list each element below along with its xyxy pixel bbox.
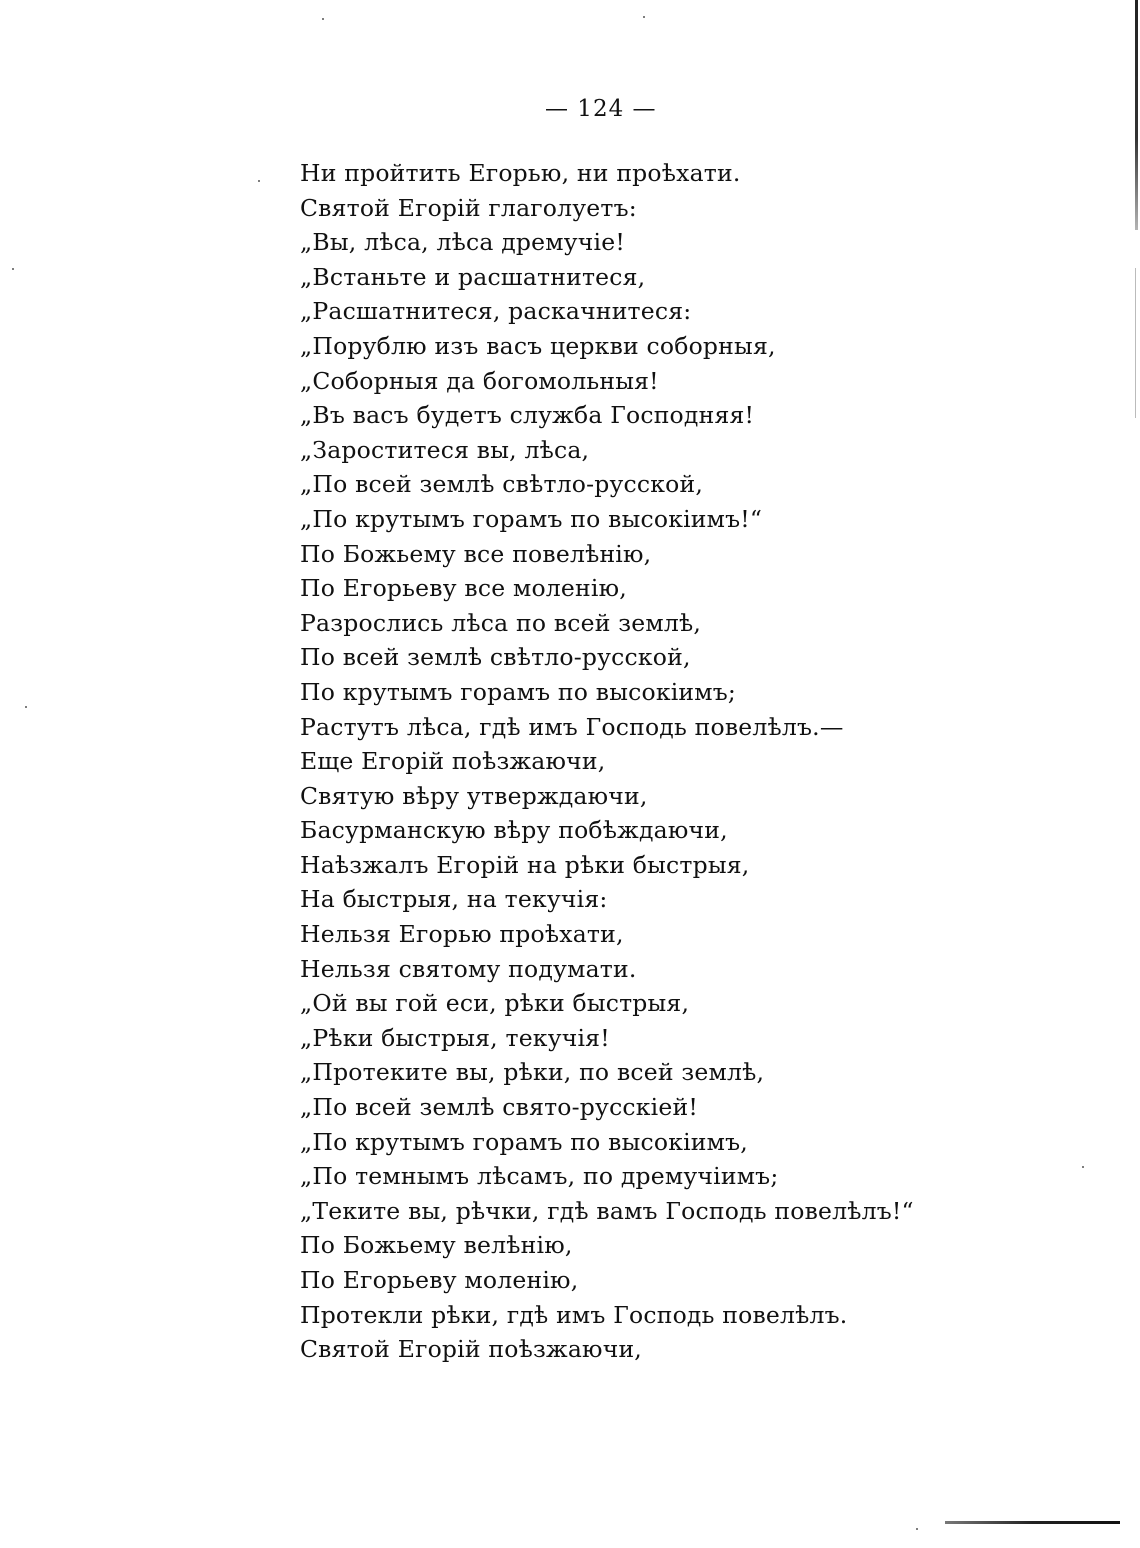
poem-line: „Порублю изъ васъ церкви соборныя, [300, 331, 776, 360]
poem-line: „По темнымъ лѣсамъ, по дремучіимъ; [300, 1162, 779, 1191]
poem-line: „Рѣки быстрыя, текучія! [300, 1023, 610, 1052]
poem-line: Разрослись лѣса по всей землѣ, [300, 608, 702, 637]
poem-line: Растутъ лѣса, гдѣ имъ Господь повелѣлъ.— [300, 712, 844, 741]
scan-speck [643, 16, 645, 18]
poem-line: По Божьему велѣнію, [300, 1231, 573, 1260]
scan-speck [25, 706, 27, 708]
poem-line: По Божьему все повелѣнію, [300, 539, 652, 568]
poem-line: Наѣзжалъ Егорій на рѣки быстрыя, [300, 850, 750, 879]
poem-line: Святую вѣру утверждаючи, [300, 781, 648, 810]
poem-line: Ни пройтить Егорью, ни проѣхати. [300, 159, 741, 187]
poem-line: По крутымъ горамъ по высокіимъ; [300, 677, 737, 706]
poem-line: Нельзя Егорью проѣхати, [300, 920, 624, 949]
poem-line: „Въ васъ будетъ служба Господняя! [300, 401, 755, 430]
poem-line: „Вы, лѣса, лѣса дремучіе! [300, 228, 625, 257]
poem-line: „Теките вы, рѣчки, гдѣ вамъ Господь повелѣлъ!“ [300, 1196, 914, 1225]
poem-line: „Протеките вы, рѣки, по всей землѣ, [300, 1058, 765, 1087]
poem-line: Еще Егорій поѣзжаючи, [300, 747, 606, 776]
poem-line: Нельзя святому подумати. [300, 954, 637, 983]
scan-speck [258, 180, 260, 182]
poem-line: По Егорьеву моленію, [300, 1266, 579, 1294]
page-binding-edge [1135, 0, 1138, 230]
scan-speck [916, 1528, 918, 1530]
poem-line: Басурманскую вѣру побѣждаючи, [300, 816, 728, 845]
poem-line: „По крутымъ горамъ по высокіимъ!“ [300, 504, 763, 533]
poem-line: „Расшатнитеся, раскачнитеся: [300, 297, 692, 326]
poem-line: Святой Егорій глаголуетъ: [300, 193, 637, 222]
poem-line: На быстрыя, на текучія: [300, 885, 608, 914]
poem-line: Протекли рѣки, гдѣ имъ Господь повелѣлъ. [300, 1300, 848, 1329]
scan-speck [322, 18, 324, 20]
poem-line: „По всей землѣ свѣтло-русской, [300, 470, 704, 499]
poem-line: „Соборныя да богомольныя! [300, 366, 659, 395]
poem-line: „По всей землѣ свято-русскіей! [300, 1093, 699, 1122]
scan-speck [12, 268, 14, 270]
poem-line: „По крутымъ горамъ по высокіимъ, [300, 1127, 748, 1156]
bottom-scan-rule [945, 1521, 1120, 1524]
poem-line: Святой Егорій поѣзжаючи, [300, 1335, 642, 1364]
scan-speck [1082, 1166, 1084, 1168]
poem-line: По всей землѣ свѣтло-русской, [300, 643, 691, 672]
poem-line: „Зароститеся вы, лѣса, [300, 435, 590, 464]
page-number: — 124 — [545, 96, 657, 122]
poem-line: „Встаньте и расшатнитеся, [300, 262, 646, 291]
poem-text [300, 156, 1120, 1367]
poem-line: „Ой вы гой еси, рѣки быстрыя, [300, 989, 690, 1018]
poem-line: По Егорьеву все моленію, [300, 574, 627, 603]
page-binding-edge-lower [1135, 268, 1136, 418]
